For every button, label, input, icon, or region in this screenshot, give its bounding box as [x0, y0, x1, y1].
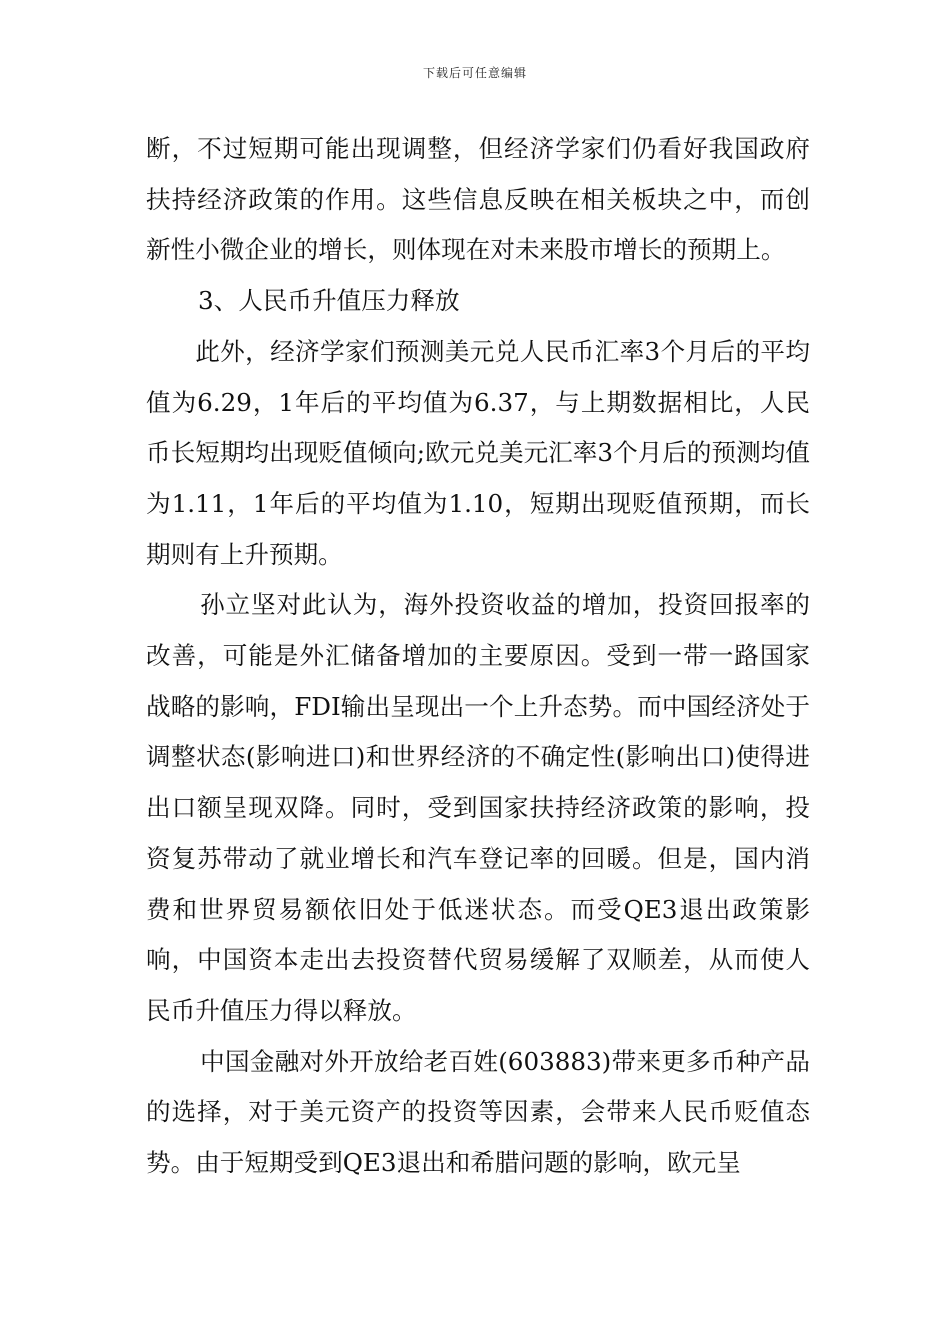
paragraph-financial-opening: 中国金融对外开放给老百姓(603883)带来更多币种产品的选择，对于美元资产的投资等因素，会带来人民币贬值态势。由于短期受到QE3退出和希腊问题的影响，欧元呈 [146, 1046, 810, 1178]
paragraph-analysis: 孙立坚对此认为，海外投资收益的增加，投资回报率的改善，可能是外汇储备增加的主要原因。受到一带一路国家战略的影响，FDI输出呈现出一个上升态势。而中国经济处于调整状态(影响进口)和世界经济的不确定性(影响出口)使得进出口额呈现双降。同时，受到国家扶持经济政策的影响，投资复苏带动了就业增长和汽车登记率的回暖。但是，国内消费和世界贸易额依旧处于低迷状态。而受QE3退出政策影响，中国资本走出去投资替代贸易缓解了双顺差，从而使人民币升值压力得以释放。 [146, 590, 810, 1025]
paragraph-continuation: 断，不过短期可能出现调整，但经济学家们仍看好我国政府扶持经济政策的作用。这些信息反映在相关板块之中，而创新性小微企业的增长，则体现在对未来股市增长的预期上。 [146, 134, 810, 265]
paragraph-exchange-rate: 此外，经济学家们预测美元兑人民币汇率3个月后的平均值为6.29，1年后的平均值为6.37，与上期数据相比，人民币长短期均出现贬值倾向;欧元兑美元汇率3个月后的预测均值为1.11，1年后的平均值为1.10，短期出现贬值预期，而长期则有上升预期。 [146, 336, 810, 569]
page-header: 下载后可任意编辑 [422, 66, 527, 80]
section-heading: 3、人民币升值压力释放 [198, 286, 460, 316]
document-body [146, 124, 810, 1189]
